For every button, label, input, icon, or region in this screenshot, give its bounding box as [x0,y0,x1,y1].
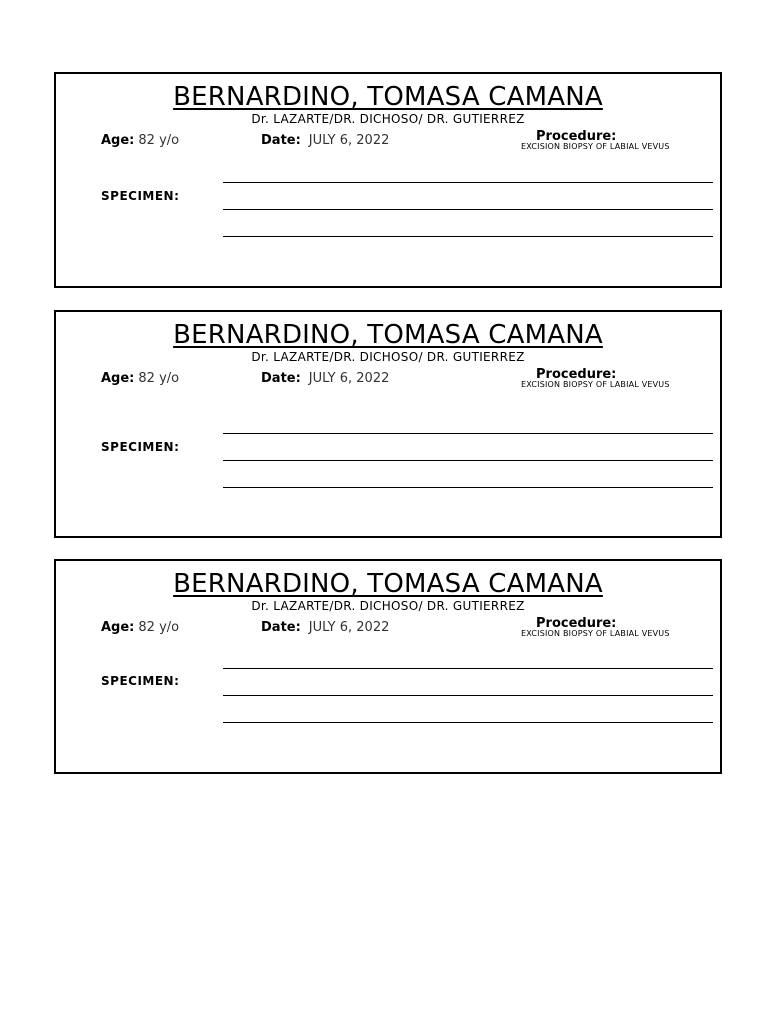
date-value: JULY 6, 2022 [308,371,390,386]
procedure-label: Procedure: [536,129,617,144]
age-value: 82 y/o [138,133,180,148]
specimen-line-3 [223,487,713,488]
procedure-value: EXCISION BIOPSY OF LABIAL VEVUS [521,142,670,151]
doctors: Dr. LAZARTE/DR. DICHOSO/ DR. GUTIERREZ [251,112,525,126]
age-label: Age: [101,133,135,148]
specimen-line-1 [223,182,713,183]
specimen-label: SPECIMEN: [101,674,180,688]
procedure-label: Procedure: [536,367,617,382]
patient-name: BERNARDINO, TOMASA CAMANA [173,320,603,350]
specimen-line-1 [223,433,713,434]
specimen-line-2 [223,695,713,696]
specimen-label-3 [54,559,722,774]
doctors: Dr. LAZARTE/DR. DICHOSO/ DR. GUTIERREZ [251,350,525,364]
date-label: Date: [261,371,301,386]
age-field [101,620,179,635]
age-value: 82 y/o [138,620,180,635]
specimen-line-3 [223,236,713,237]
specimen-label: SPECIMEN: [101,189,180,203]
specimen-line-1 [223,668,713,669]
age-label: Age: [101,371,135,386]
date-label: Date: [261,133,301,148]
age-field [101,133,179,148]
date-field [261,371,389,386]
procedure-label: Procedure: [536,616,617,631]
procedure-value: EXCISION BIOPSY OF LABIAL VEVUS [521,629,670,638]
date-value: JULY 6, 2022 [308,133,390,148]
specimen-line-3 [223,722,713,723]
patient-name: BERNARDINO, TOMASA CAMANA [173,82,603,112]
patient-name: BERNARDINO, TOMASA CAMANA [173,569,603,599]
specimen-label: SPECIMEN: [101,440,180,454]
date-value: JULY 6, 2022 [308,620,390,635]
date-field [261,133,389,148]
age-value: 82 y/o [138,371,180,386]
date-field [261,620,389,635]
specimen-line-2 [223,209,713,210]
procedure-value: EXCISION BIOPSY OF LABIAL VEVUS [521,380,670,389]
specimen-label-2 [54,310,722,538]
date-label: Date: [261,620,301,635]
doctors: Dr. LAZARTE/DR. DICHOSO/ DR. GUTIERREZ [251,599,525,613]
age-field [101,371,179,386]
specimen-label-1 [54,72,722,288]
age-label: Age: [101,620,135,635]
specimen-line-2 [223,460,713,461]
